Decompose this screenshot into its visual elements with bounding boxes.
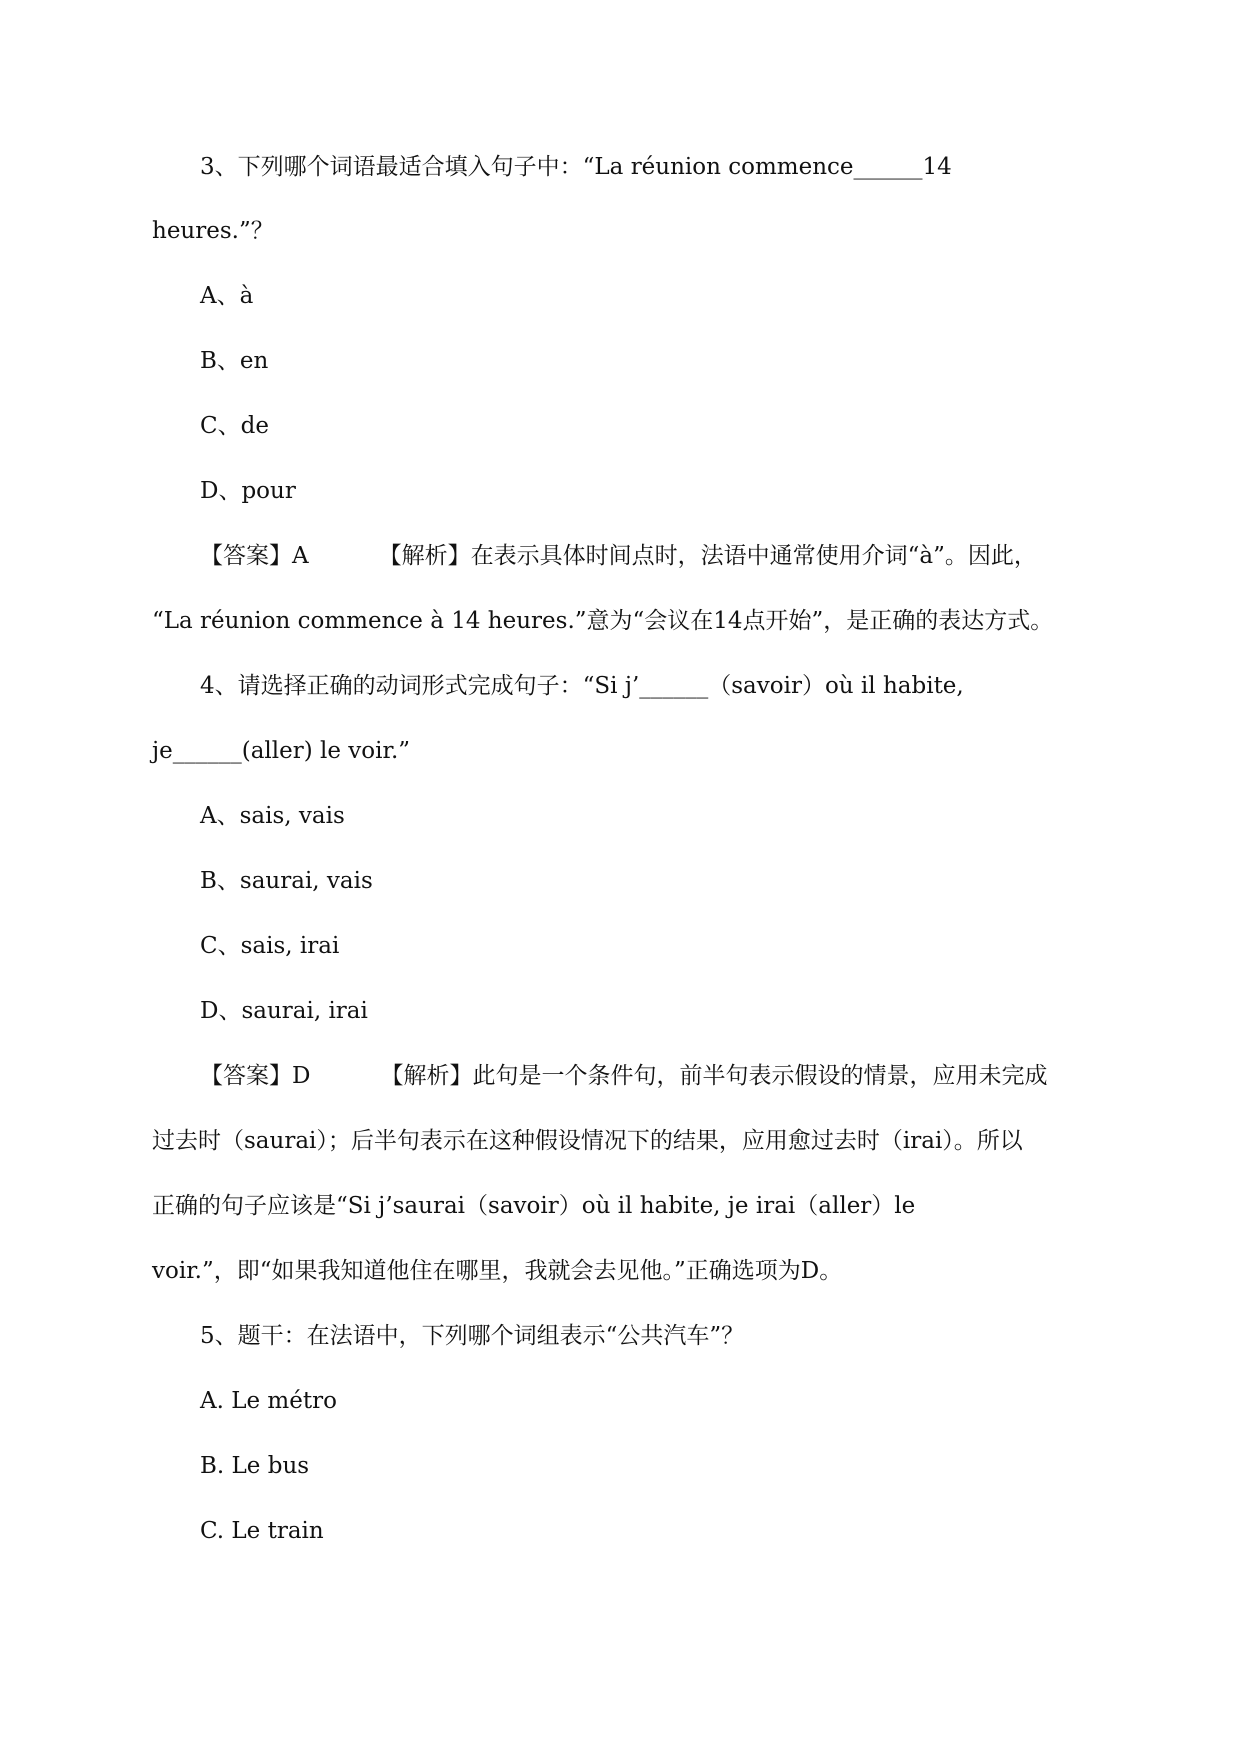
question-5-option-b: B. Le bus — [200, 1453, 310, 1479]
question-4-analysis-line-3: 正确的句子应该是“Si j’saurai（savoir）où il habite, je irai（aller）le — [152, 1193, 916, 1219]
question-5-option-a: A. Le métro — [200, 1388, 337, 1414]
question-5-stem-line-1: 5、题干：在法语中，下列哪个词组表示“公共汽车”？ — [200, 1323, 745, 1349]
question-4-option-d: D、saurai, irai — [200, 998, 368, 1024]
question-4-option-b: B、saurai, vais — [200, 868, 373, 894]
question-5-option-c: C. Le train — [200, 1518, 324, 1544]
question-4-analysis-line-1: 【解析】此句是一个条件句，前半句表示假设的情景，应用未完成 — [380, 1063, 1048, 1089]
question-3-option-c: C、de — [200, 413, 269, 439]
question-4-option-a: A、sais, vais — [200, 803, 345, 829]
question-3-option-d: D、pour — [200, 478, 296, 504]
question-4-answer-label: 【答案】D — [200, 1063, 311, 1089]
question-3-analysis-line-2: “La réunion commence à 14 heures.”意为“会议在14点开始”，是正确的表达方式。 — [152, 608, 1054, 634]
question-3-answer-label: 【答案】A — [200, 543, 309, 569]
question-3-option-b: B、en — [200, 348, 269, 374]
question-4-stem-line-2: je______(aller) le voir.” — [152, 738, 411, 764]
question-3-stem-line-2: heures.”？ — [152, 218, 274, 244]
question-3-analysis-line-1: 【解析】在表示具体时间点时，法语中通常使用介词“à”。因此， — [378, 543, 1037, 569]
question-3-answer-row — [200, 541, 1037, 571]
question-4-answer-row — [200, 1061, 1047, 1091]
question-4-option-c: C、sais, irai — [200, 933, 340, 959]
question-4-stem-line-1: 4、请选择正确的动词形式完成句子：“Si j’______（savoir）où il habite, — [200, 673, 964, 699]
question-4-analysis-line-2: 过去时（saurai）；后半句表示在这种假设情况下的结果，应用愈过去时（irai）。所以 — [152, 1128, 1023, 1154]
question-4-analysis-line-4: voir.”，即“如果我知道他住在哪里，我就会去见他。”正确选项为D。 — [152, 1258, 843, 1284]
question-3-option-a: A、à — [200, 283, 254, 309]
question-3-stem-line-1: 3、下列哪个词语最适合填入句子中：“La réunion commence______14 — [200, 154, 952, 180]
